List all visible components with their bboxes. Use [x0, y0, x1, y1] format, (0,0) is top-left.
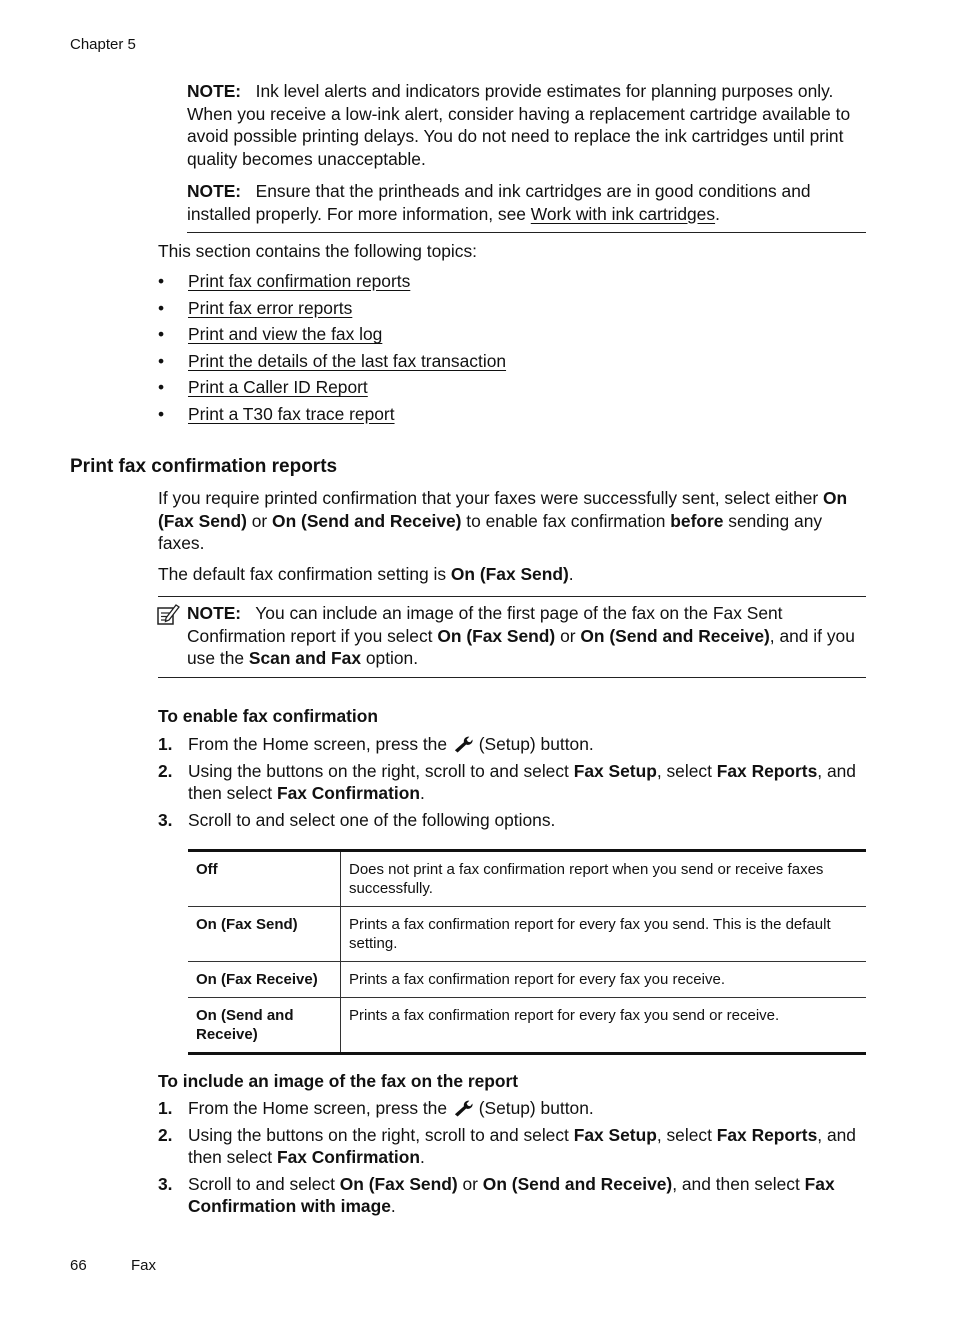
option-name: On (Fax Send) [188, 907, 341, 962]
text: Using the buttons on the right, scroll to and select [188, 1124, 574, 1145]
text: , and if you use the [187, 625, 855, 668]
text: Scroll to and select [188, 1173, 340, 1194]
link-topic[interactable]: Print a T30 fax trace report [188, 403, 395, 424]
divider [187, 232, 866, 233]
procedure-steps [158, 733, 868, 831]
table-row [188, 998, 866, 1054]
wrench-icon [452, 735, 474, 753]
bullet: • [158, 377, 165, 398]
wrench-icon [452, 1099, 474, 1117]
bold-text: Fax Confirmation [276, 1147, 420, 1167]
note-image-confirmation [187, 602, 867, 670]
bold-text: On (Send and Receive) [272, 510, 462, 531]
procedure-title: To enable fax confirmation [158, 706, 378, 726]
bold-text: Fax Setup [573, 1124, 657, 1145]
bold-text: On (Fax Send) [339, 1173, 458, 1194]
text: From the Home screen, press the [188, 734, 452, 754]
option-name: On (Send and Receive) [188, 998, 341, 1054]
text: Scroll to and select one of the following options. [188, 809, 556, 830]
bold-text: before [670, 510, 724, 531]
topics-list [158, 268, 506, 428]
bold-text: Scan and Fax [248, 648, 362, 668]
bold-text: Fax Confirmation with image [188, 1173, 835, 1216]
option-description: Prints a fax confirmation report for every fax you send. This is the default setting. [341, 907, 867, 962]
section-paragraph [158, 487, 858, 555]
link-topic[interactable]: Print the details of the last fax transaction [188, 350, 507, 371]
bold-text: Fax Confirmation [276, 783, 420, 803]
step [158, 1173, 868, 1218]
text: , select [656, 760, 717, 781]
divider [158, 677, 866, 678]
note-printheads [187, 180, 859, 225]
bullet: • [158, 324, 165, 345]
step [158, 809, 868, 832]
text: or [555, 625, 581, 646]
table-row [188, 962, 866, 998]
text: The default fax confirmation setting is [158, 564, 451, 584]
list-item [158, 295, 506, 322]
step [158, 1124, 868, 1169]
intro-text: This section contains the following topics: [158, 241, 477, 261]
bullet: • [158, 271, 165, 291]
text: . [390, 1196, 396, 1216]
note-label: NOTE: [187, 603, 242, 623]
link-topic[interactable]: Print and view the fax log [188, 324, 383, 345]
bold-text: On (Fax Send) [158, 488, 848, 531]
step-number: 3. [158, 1173, 173, 1194]
step [158, 733, 868, 756]
options-table [188, 849, 866, 1055]
text: . [419, 783, 425, 803]
list-item [158, 374, 506, 401]
link-topic[interactable]: Print fax error reports [188, 297, 353, 318]
step-number: 1. [158, 1098, 173, 1118]
link-work-with-ink-cartridges[interactable]: Work with ink cartridges [530, 203, 716, 224]
option-description: Prints a fax confirmation report for every fax you send or receive. [349, 1007, 780, 1024]
text: You can include an image of the first page of the fax on the Fax Sent Confirmation report if you select [187, 603, 783, 646]
bold-text: On (Fax Send) [450, 564, 569, 584]
link-topic[interactable]: Print fax confirmation reports [188, 271, 411, 291]
option-name: Off [188, 851, 341, 907]
divider [158, 596, 866, 597]
page-number: 66 [70, 1257, 87, 1274]
bold-text: Fax Reports [716, 1124, 818, 1145]
step-number: 2. [158, 1124, 173, 1145]
text: or [246, 510, 273, 531]
option-description: Does not print a fax confirmation report when you send or receive faxes successfully. [341, 851, 867, 907]
default-setting-paragraph [158, 563, 858, 586]
text: . [568, 564, 574, 584]
text: , and then select [188, 1124, 856, 1167]
text: option. [361, 648, 419, 668]
text: , and then select [672, 1173, 805, 1194]
text: . [419, 1147, 425, 1167]
text: (Setup) button. [473, 734, 594, 754]
text: , select [656, 1124, 717, 1145]
link-topic[interactable]: Print a Caller ID Report [188, 377, 368, 398]
text: , and then select [188, 760, 856, 803]
note-text: Ink level alerts and indicators provide estimates for planning purposes only. When you receive a low-ink alert, consider having a replacement cartridge available to avoid possible printing delays. You do not need to replace the ink cartridges until print quality becomes unacceptable. [187, 81, 851, 169]
note-label: NOTE: [187, 81, 242, 101]
step [158, 760, 868, 805]
step [158, 1097, 868, 1120]
bullet: • [158, 403, 165, 424]
bold-text: On (Fax Send) [437, 625, 556, 646]
list-item [158, 268, 506, 295]
note-icon [156, 602, 180, 626]
text: to enable fax confirmation [461, 510, 671, 531]
text: (Setup) button. [473, 1098, 594, 1118]
bold-text: Fax Reports [716, 760, 818, 781]
note-text-end: . [715, 203, 720, 224]
text: sending any faxes. [158, 510, 823, 553]
note-text: Ensure that the printheads and ink cartridges are in good conditions and installed properly. For more information, see [187, 181, 811, 224]
bold-text: On (Send and Receive) [482, 1173, 673, 1194]
footer-section: Fax [131, 1257, 157, 1274]
section-title: Print fax confirmation reports [70, 456, 338, 477]
step-number: 2. [158, 760, 173, 781]
text: If you require printed confirmation that your faxes were successfully sent, select either [158, 488, 824, 508]
step-number: 1. [158, 734, 173, 754]
text: From the Home screen, press the [188, 1098, 452, 1118]
bold-text: Fax Setup [573, 760, 657, 781]
text: Using the buttons on the right, scroll to and select [188, 760, 574, 781]
chapter-header: Chapter 5 [70, 36, 136, 53]
list-item [158, 321, 506, 348]
bullet: • [158, 350, 165, 371]
table-row [188, 851, 866, 907]
text: or [457, 1173, 483, 1194]
bold-text: On (Send and Receive) [580, 625, 770, 646]
table-row [188, 907, 866, 962]
list-item [158, 348, 506, 375]
option-description: Prints a fax confirmation report for every fax you receive. [341, 962, 867, 998]
procedure-steps [158, 1097, 868, 1218]
note-ink-alerts [187, 80, 857, 170]
step-number: 3. [158, 809, 173, 830]
procedure-title: To include an image of the fax on the report [158, 1071, 519, 1091]
note-label: NOTE: [187, 181, 242, 201]
list-item [158, 401, 506, 428]
bullet: • [158, 297, 165, 318]
option-name: On (Fax Receive) [188, 962, 341, 998]
